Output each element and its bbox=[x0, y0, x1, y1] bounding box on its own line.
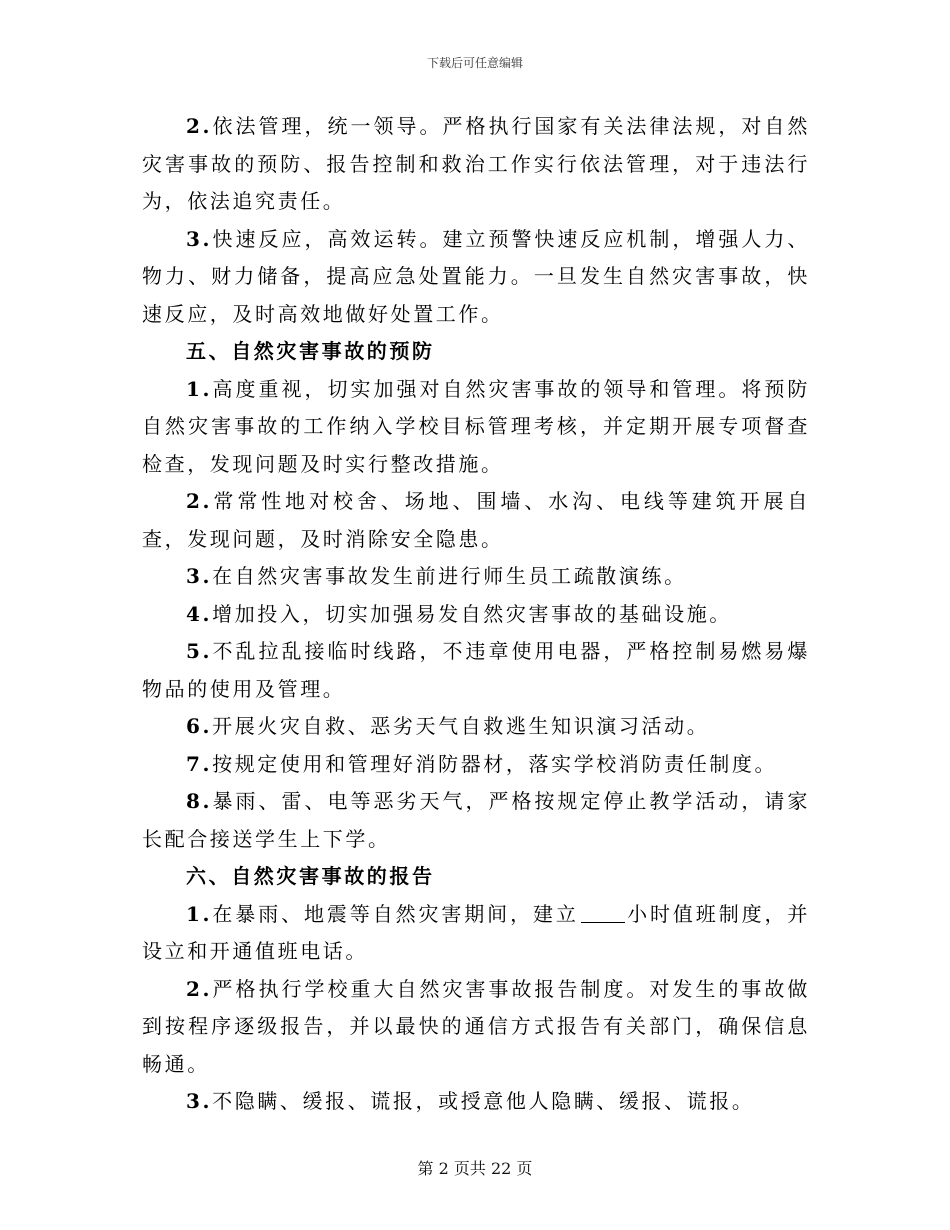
item-number: 7. bbox=[186, 751, 213, 776]
item-number: 5. bbox=[186, 639, 213, 663]
item-number: 3. bbox=[186, 226, 213, 251]
item-number: 1. bbox=[186, 901, 213, 926]
section-heading: 五、自然灾害事故的预防 bbox=[186, 339, 435, 363]
item-number: 1. bbox=[186, 376, 213, 401]
item-text: 依法管理，统一领导。严格执行国家有关法律法规，对自然灾害事故的预防、报告控制和救治工作实行依法管理，对于违法行为，依法追究责任。 bbox=[142, 114, 810, 213]
item-text: 高度重视，切实加强对自然灾害事故的领导和管理。将预防自然灾害事故的工作纳入学校目标管理考核，并定期开展专项督查检查，发现问题及时实行整改措施。 bbox=[142, 376, 810, 476]
paragraph-item bbox=[142, 108, 810, 221]
paragraph-item bbox=[142, 221, 810, 334]
item-text: 快速反应，高效运转。建立预警快速反应机制，增强人力、物力、财力储备，提高应急处置能力。一旦发生自然灾害事故，快速反应，及时高效地做好处置工作。 bbox=[142, 226, 810, 326]
item-text: 常常性地对校舍、场地、围墙、水沟、电线等建筑开展自查，发现问题，及时消除安全隐患。 bbox=[142, 489, 810, 551]
paragraph-item bbox=[142, 596, 810, 634]
paragraph-item bbox=[142, 1083, 810, 1121]
paragraph-item bbox=[142, 708, 810, 746]
item-number: 3. bbox=[186, 1089, 213, 1113]
item-text: 严格执行学校重大自然灾害事故报告制度。对发生的事故做到按程序逐级报告，并以最快的通信方式报告有关部门，确保信息畅通。 bbox=[142, 976, 810, 1076]
item-number: 4. bbox=[186, 601, 213, 626]
item-number: 8. bbox=[186, 789, 213, 813]
paragraph-item bbox=[142, 896, 810, 971]
item-text: 开展火灾自救、恶劣天气自救逃生知识演习活动。 bbox=[212, 714, 710, 738]
paragraph-item bbox=[142, 783, 810, 858]
fill-blank bbox=[581, 902, 625, 923]
item-text: 小时值班制度，并设立和开通值班电话。 bbox=[142, 901, 810, 963]
section-heading: 六、自然灾害事故的报告 bbox=[186, 864, 435, 888]
item-text: 在自然灾害事故发生前进行师生员工疏散演练。 bbox=[212, 564, 687, 588]
page-header: 下载后可任意编辑 bbox=[426, 56, 523, 70]
document-body bbox=[142, 108, 810, 1121]
paragraph-item bbox=[142, 483, 810, 558]
item-text: 在暴雨、地震等自然灾害期间，建立 bbox=[212, 901, 579, 926]
item-text: 不隐瞒、缓报、谎报，或授意他人隐瞒、缓报、谎报。 bbox=[212, 1089, 755, 1113]
page-footer: 第 2 页共 22 页 bbox=[417, 1159, 533, 1178]
paragraph-item bbox=[142, 746, 810, 784]
item-text: 增加投入，切实加强易发自然灾害事故的基础设施。 bbox=[212, 601, 732, 626]
item-text: 暴雨、雷、电等恶劣天气，严格按规定停止教学活动，请家长配合接送学生上下学。 bbox=[142, 789, 810, 851]
item-number: 2. bbox=[186, 114, 213, 138]
paragraph-item bbox=[142, 971, 810, 1084]
item-text: 不乱拉乱接临时线路，不违章使用电器，严格控制易燃易爆物品的使用及管理。 bbox=[142, 639, 810, 701]
item-number: 2. bbox=[186, 976, 213, 1001]
paragraph-item bbox=[142, 371, 810, 484]
item-number: 2. bbox=[186, 489, 213, 513]
item-number: 6. bbox=[186, 714, 213, 738]
item-text: 按规定使用和管理好消防器材，落实学校消防责任制度。 bbox=[212, 751, 778, 776]
paragraph-item bbox=[142, 558, 810, 596]
paragraph-item bbox=[142, 633, 810, 708]
item-number: 3. bbox=[186, 564, 213, 588]
